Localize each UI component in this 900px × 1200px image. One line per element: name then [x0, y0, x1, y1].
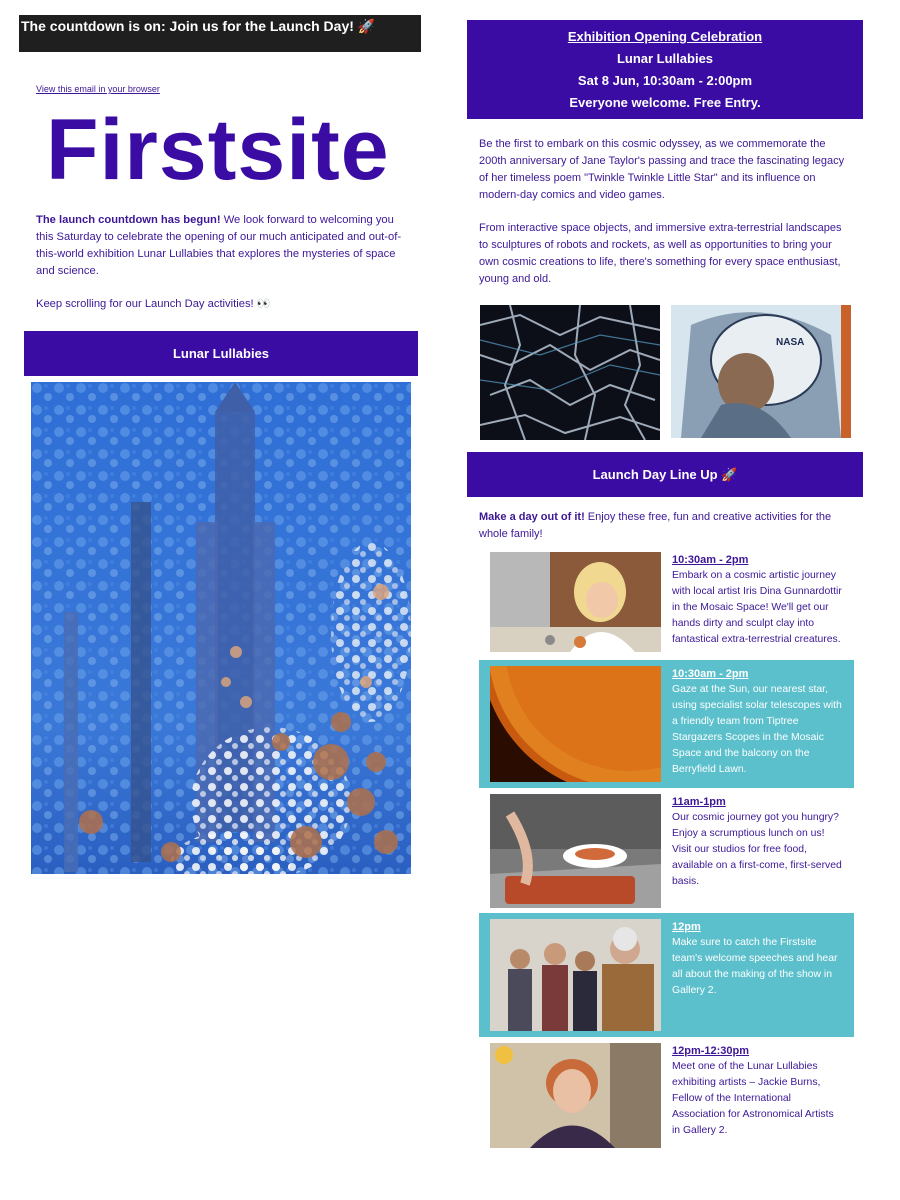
exhibition-description [479, 136, 851, 304]
activity-time: 10:30am - 2pm [672, 668, 749, 680]
countdown-banner [19, 15, 421, 52]
firstsite-logo[interactable]: Firstsite [46, 102, 390, 198]
lineup-banner-label: Launch Day Line Up 🚀 [592, 466, 738, 482]
astronaut-painting-image[interactable] [671, 305, 851, 438]
artist-jackie-burns-image[interactable] [490, 1043, 661, 1148]
event-entry: Everyone welcome. Free Entry. [569, 95, 761, 110]
sun-telescope-image[interactable] [490, 666, 661, 782]
welcome-speeches-crowd-image[interactable] [490, 919, 661, 1031]
activity-time: 11am-1pm [672, 796, 726, 808]
lunar-banner-label: Lunar Lullabies [172, 346, 270, 361]
event-name: Lunar Lullabies [616, 51, 714, 66]
rocket-mosaic-image[interactable] [31, 382, 411, 874]
activity-item [479, 660, 854, 788]
event-title-link[interactable]: Exhibition Opening Celebration [567, 29, 763, 44]
lineup-intro-text: Enjoy these free, fun and creative activities for the whole family! [479, 511, 832, 540]
lunch-food-image[interactable] [490, 794, 661, 908]
scroll-prompt: Keep scrolling for our Launch Day activities! 👀 [36, 298, 271, 310]
activity-description: Embark on a cosmic artistic journey with local artist Iris Dina Gunnardottir in the Mosaic Space! We'll get our hands dirty and sculpt clay into fantastical extra-terrestrial creatures. [672, 570, 842, 645]
activity-time: 12pm [672, 921, 701, 933]
activity-item [479, 913, 854, 1037]
description-paragraph-2: From interactive space objects, and immersive extra-terrestrial landscapes to sculptures of robots and rockets, as well as opportunities to bring your own cosmic creations to life, there's something for every space enthusiast, young and old. [479, 222, 842, 285]
activity-description: Make sure to catch the Firstsite team's welcome speeches and hear all about the making of the show in Gallery 2. [672, 937, 838, 996]
intro-bold: The launch countdown has begun! [36, 214, 221, 226]
view-in-browser-link[interactable]: View this email in your browser [36, 84, 160, 94]
activity-item [479, 1041, 854, 1151]
activity-time: 10:30am - 2pm [672, 554, 749, 566]
activity-time: 12pm-12:30pm [672, 1045, 750, 1057]
countdown-text: The countdown is on: Join us for the Launch Day! 🚀 [21, 18, 376, 34]
clay-sculpting-child-image[interactable] [490, 552, 661, 652]
description-paragraph-1: Be the first to embark on this cosmic odyssey, as we commemorate the 200th anniversary of Jane Taylor's passing and trace the fascinating legacy of her timeless poem "Twinkle Twinkle Little Star" and its influence on modern-day comics and video games. [479, 138, 845, 201]
circuit-artwork-image[interactable] [480, 305, 660, 440]
intro-text [36, 212, 406, 329]
lunar-lullabies-banner [24, 331, 418, 376]
activity-description: Our cosmic journey got you hungry? Enjoy a scrumptious lunch on us! Visit our studios for free food, available on a first-come, first-served basis. [672, 812, 842, 887]
lineup-intro [479, 509, 851, 543]
event-date: Sat 8 Jun, 10:30am - 2:00pm [577, 73, 753, 88]
activity-item [479, 792, 854, 910]
svg-text:NASA: NASA [776, 337, 805, 348]
activity-description: Gaze at the Sun, our nearest star, using specialist solar telescopes with a friendly team from Tiptree Stargazers Scopes in the Mosaic Space and the balcony on the Berryfield Lawn. [672, 684, 842, 775]
activity-description: Meet one of the Lunar Lullabies exhibiting artists – Jackie Burns, Fellow of the International Association for Astronomical Artists in Gallery 2. [672, 1061, 834, 1136]
activity-item [479, 548, 854, 656]
lineup-intro-bold: Make a day out of it! [479, 511, 585, 523]
intro-body: We look forward to welcoming you this Saturday to celebrate the opening of our much anticipated and out-of-this-world exhibition Lunar Lullabies that explores the mysteries of space and science. [36, 214, 402, 277]
event-info-box [467, 20, 863, 119]
lineup-banner [467, 452, 863, 497]
